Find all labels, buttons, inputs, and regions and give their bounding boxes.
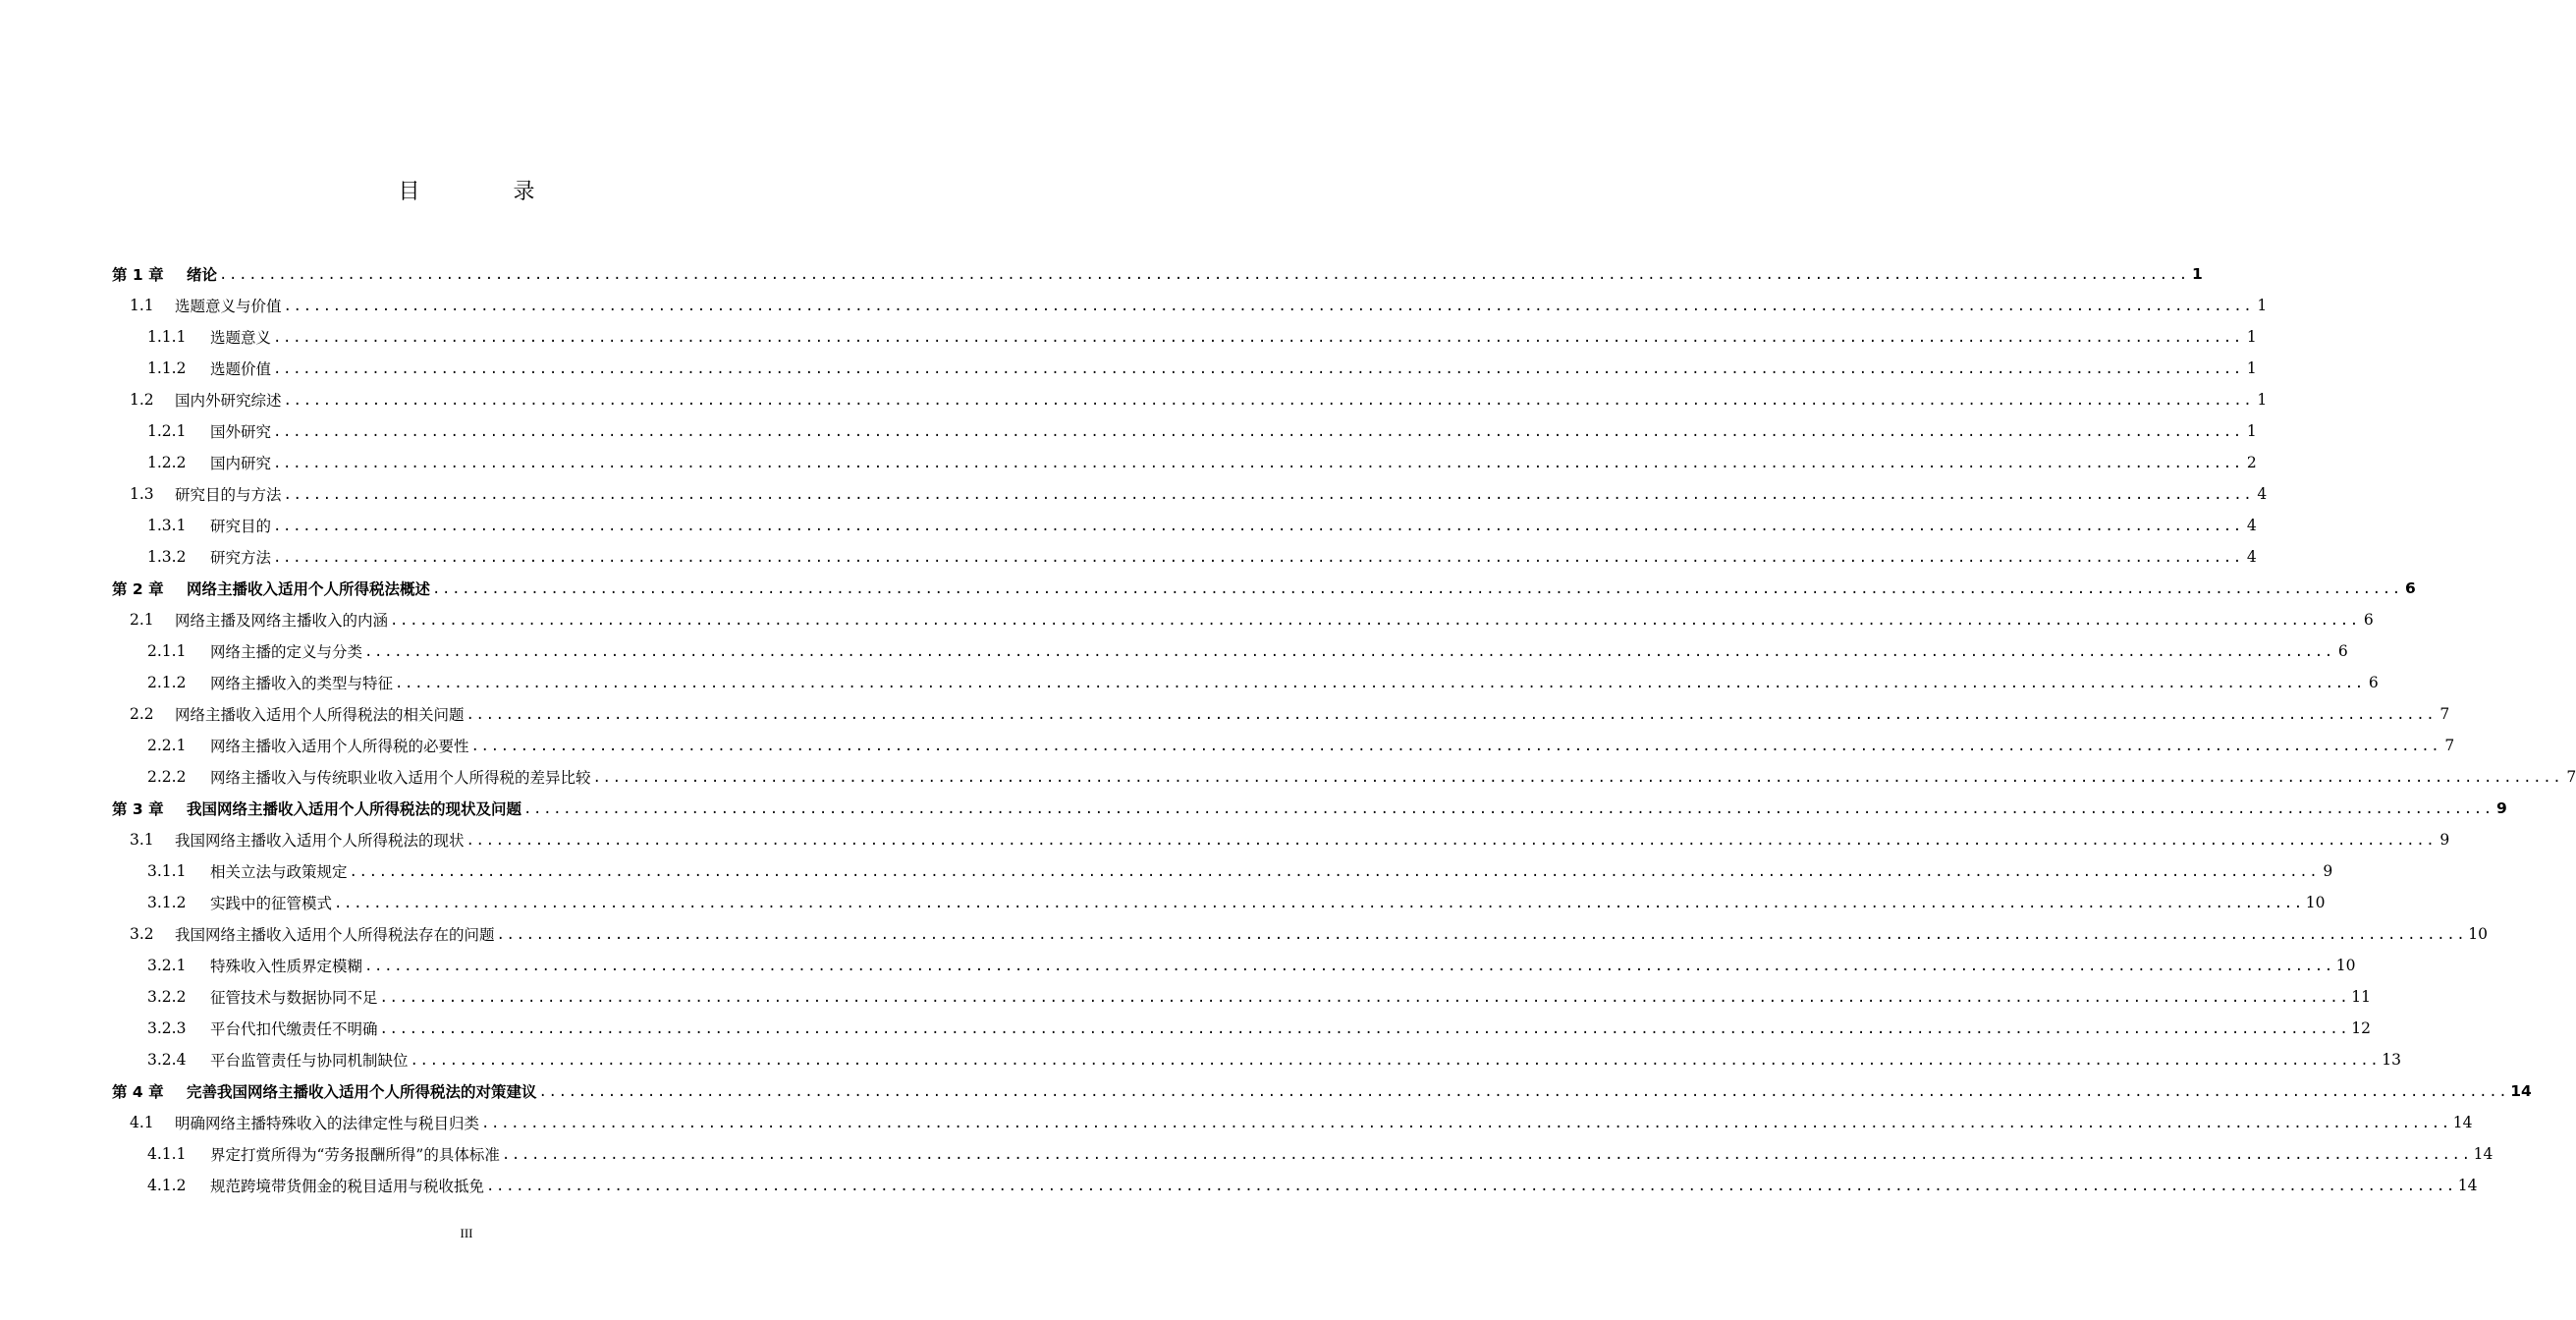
toc-entry[interactable] [112, 1107, 2473, 1138]
toc-entry[interactable] [112, 573, 2416, 604]
toc-entry-title: 相关立法与政策规定 [210, 863, 348, 881]
toc-entry-number: 1.1.1 [147, 328, 187, 346]
toc-entry-title: 我国网络主播收入适用个人所得税法存在的问题 [175, 926, 495, 944]
toc-entry-title: 国外研究 [210, 423, 272, 441]
toc-entry[interactable] [112, 447, 2257, 478]
toc-entry[interactable] [112, 824, 2450, 855]
toc-entry-number: 3.1 [130, 831, 154, 849]
toc-entry[interactable] [112, 698, 2450, 730]
toc-dot-leader: ........................................................................................................................................................................................................ [273, 330, 2243, 346]
toc-entry-title: 我国网络主播收入适用个人所得税法的现状及问题 [187, 800, 522, 818]
toc-dot-leader: ........................................................................................................................................................................................................ [538, 1084, 2509, 1100]
toc-entry-page-number: 14 [2452, 1114, 2473, 1131]
toc-entry-page-number: 10 [2468, 925, 2488, 943]
table-of-contents [112, 258, 2576, 1201]
toc-entry-title: 选题意义 [210, 329, 272, 347]
toc-entry-number: 第 3 章 [112, 800, 164, 818]
toc-dot-leader: ........................................................................................................................................................................................................ [283, 487, 2254, 503]
toc-dot-leader: ........................................................................................................................................................................................................ [486, 1179, 2456, 1194]
toc-entry-page-number: 1 [2246, 359, 2257, 377]
toc-entry-number: 1.2.2 [147, 454, 187, 471]
toc-entry-page-number: 4 [2246, 517, 2257, 534]
toc-entry-number: 4.1 [130, 1114, 154, 1131]
page-number: III [460, 1226, 473, 1240]
toc-entry-number: 第 4 章 [112, 1083, 164, 1101]
toc-entry-page-number: 10 [2335, 957, 2356, 974]
toc-entry-title: 明确网络主播特殊收入的法律定性与税目归类 [175, 1115, 480, 1132]
toc-entry-page-number: 14 [2457, 1177, 2478, 1194]
toc-entry[interactable] [112, 730, 2455, 761]
toc-entry-number: 第 2 章 [112, 580, 164, 598]
toc-entry[interactable] [112, 1138, 2494, 1170]
toc-entry-number: 1.3.2 [147, 548, 187, 566]
toc-entry-number: 4.1.1 [147, 1145, 187, 1163]
toc-entry[interactable] [112, 761, 2576, 793]
toc-dot-leader: ........................................................................................................................................................................................................ [390, 613, 2360, 629]
toc-entry[interactable] [112, 415, 2257, 447]
toc-entry-page-number: 6 [2363, 611, 2374, 629]
toc-entry-page-number: 13 [2382, 1051, 2401, 1069]
toc-dot-leader: ........................................................................................................................................................................................................ [273, 361, 2243, 377]
toc-entry-page-number: 7 [2439, 705, 2450, 723]
toc-entry-page-number: 11 [2351, 988, 2371, 1006]
toc-entry[interactable] [112, 887, 2326, 918]
toc-entry-number: 1.2 [130, 391, 154, 409]
toc-entry-number: 3.2 [130, 925, 154, 943]
toc-dot-leader: ........................................................................................................................................................................................................ [466, 707, 2437, 723]
toc-entry-number: 4.1.2 [147, 1177, 187, 1194]
toc-entry-number: 2.1.1 [147, 642, 187, 660]
toc-entry[interactable] [112, 258, 2203, 290]
toc-entry-page-number: 9 [2323, 862, 2333, 880]
toc-dot-leader: ........................................................................................................................................................................................................ [395, 676, 2365, 691]
toc-entry-title: 特殊收入性质界定模糊 [210, 958, 363, 975]
toc-dot-leader: ........................................................................................................................................................................................................ [496, 927, 2467, 943]
toc-entry-title: 规范跨境带货佣金的税目适用与税收抵免 [210, 1178, 485, 1195]
toc-entry-page-number: 7 [2566, 768, 2576, 786]
toc-entry[interactable] [112, 510, 2257, 541]
toc-entry-number: 3.1.1 [147, 862, 187, 880]
toc-dot-leader: ........................................................................................................................................................................................................ [432, 581, 2402, 597]
toc-entry-title: 国内外研究综述 [175, 392, 282, 410]
toc-entry-title: 网络主播收入适用个人所得税法概述 [187, 580, 431, 598]
toc-entry[interactable] [112, 950, 2356, 981]
toc-dot-leader: ........................................................................................................................................................................................................ [273, 550, 2243, 566]
toc-dot-leader: ........................................................................................................................................................................................................ [273, 424, 2243, 440]
toc-entry[interactable] [112, 1170, 2478, 1201]
toc-dot-leader: ........................................................................................................................................................................................................ [364, 644, 2334, 660]
toc-entry-title: 选题意义与价值 [175, 298, 282, 315]
toc-entry-title: 征管技术与数据协同不足 [210, 989, 378, 1007]
toc-entry-number: 2.2 [130, 705, 154, 723]
toc-dot-leader: ........................................................................................................................................................................................................ [283, 393, 2254, 409]
toc-entry-title: 网络主播收入适用个人所得税法的相关问题 [175, 706, 465, 724]
toc-entry[interactable] [112, 604, 2374, 635]
toc-entry-page-number: 1 [2191, 265, 2203, 283]
toc-entry-title: 研究方法 [210, 549, 272, 567]
toc-entry-page-number: 6 [2337, 642, 2348, 660]
toc-dot-leader: ........................................................................................................................................................................................................ [410, 1053, 2381, 1069]
toc-title: 目 录 [398, 180, 578, 204]
toc-entry-title: 绪论 [187, 266, 218, 284]
toc-entry-title: 研究目的与方法 [175, 486, 282, 504]
toc-entry-page-number: 14 [2510, 1082, 2532, 1100]
toc-dot-leader: ........................................................................................................................................................................................................ [273, 456, 2243, 471]
toc-entry-number: 第 1 章 [112, 266, 164, 284]
toc-entry[interactable] [112, 1044, 2401, 1075]
toc-entry-page-number: 4 [2246, 548, 2257, 566]
toc-dot-leader: ........................................................................................................................................................................................................ [379, 990, 2350, 1006]
toc-entry-page-number: 9 [2439, 831, 2450, 849]
toc-entry-number: 3.2.4 [147, 1051, 187, 1069]
toc-entry-page-number: 4 [2257, 485, 2268, 503]
toc-dot-leader: ........................................................................................................................................................................................................ [219, 267, 2189, 283]
toc-entry-page-number: 9 [2495, 799, 2507, 817]
toc-entry-title: 界定打赏所得为“劳务报酬所得”的具体标准 [210, 1146, 500, 1164]
toc-dot-leader: ........................................................................................................................................................................................................ [364, 959, 2334, 974]
toc-entry[interactable] [112, 667, 2379, 698]
toc-dot-leader: ........................................................................................................................................................................................................ [501, 1147, 2472, 1163]
toc-entry-title: 实践中的征管模式 [210, 895, 333, 912]
toc-entry-title: 选题价值 [210, 360, 272, 378]
toc-entry[interactable] [112, 321, 2257, 353]
toc-entry-number: 1.2.1 [147, 422, 187, 440]
toc-dot-leader: ........................................................................................................................................................................................................ [334, 896, 2304, 911]
toc-entry[interactable] [112, 1075, 2532, 1107]
toc-entry-number: 2.2.1 [147, 737, 187, 754]
toc-entry[interactable] [112, 1013, 2371, 1044]
toc-entry-number: 3.2.3 [147, 1019, 187, 1037]
toc-entry-title: 研究目的 [210, 518, 272, 535]
toc-entry[interactable] [112, 541, 2257, 573]
toc-entry[interactable] [112, 384, 2268, 415]
toc-entry-page-number: 12 [2351, 1019, 2371, 1037]
toc-entry-title: 网络主播收入与传统职业收入适用个人所得税的差异比较 [210, 769, 591, 787]
toc-entry-title: 国内研究 [210, 455, 272, 472]
toc-entry-number: 2.1.2 [147, 674, 187, 691]
toc-dot-leader: ........................................................................................................................................................................................................ [349, 864, 2320, 880]
toc-entry-title: 网络主播及网络主播收入的内涵 [175, 612, 389, 630]
toc-entry-number: 2.1 [130, 611, 154, 629]
toc-entry-number: 3.2.1 [147, 957, 187, 974]
toc-entry[interactable] [112, 635, 2348, 667]
toc-entry-title: 平台监管责任与协同机制缺位 [210, 1052, 409, 1070]
toc-entry-page-number: 1 [2246, 328, 2257, 346]
toc-entry-page-number: 7 [2444, 737, 2455, 754]
toc-entry-page-number: 10 [2305, 894, 2326, 911]
toc-entry[interactable] [112, 793, 2507, 824]
toc-entry-number: 3.1.2 [147, 894, 187, 911]
toc-entry-number: 1.3.1 [147, 517, 187, 534]
toc-entry-number: 1.1 [130, 297, 154, 314]
toc-entry-page-number: 6 [2404, 579, 2416, 597]
toc-entry-title: 我国网络主播收入适用个人所得税法的现状 [175, 832, 465, 850]
toc-entry-title: 网络主播收入的类型与特征 [210, 675, 394, 692]
toc-entry[interactable] [112, 981, 2371, 1013]
toc-entry-title: 网络主播收入适用个人所得税的必要性 [210, 738, 469, 755]
toc-entry-page-number: 1 [2246, 422, 2257, 440]
toc-entry[interactable] [112, 478, 2268, 510]
toc-entry-page-number: 2 [2246, 454, 2257, 471]
toc-entry-page-number: 6 [2368, 674, 2379, 691]
toc-entry-title: 完善我国网络主播收入适用个人所得税法的对策建议 [187, 1083, 537, 1101]
toc-entry-number: 1.3 [130, 485, 154, 503]
toc-entry-title: 网络主播的定义与分类 [210, 643, 363, 661]
toc-dot-leader: ........................................................................................................................................................................................................ [523, 801, 2494, 817]
toc-entry-number: 1.1.2 [147, 359, 187, 377]
toc-dot-leader: ........................................................................................................................................................................................................ [273, 519, 2243, 534]
toc-dot-leader: ........................................................................................................................................................................................................ [481, 1116, 2451, 1131]
toc-dot-leader: ........................................................................................................................................................................................................ [592, 770, 2563, 786]
toc-entry-page-number: 14 [2473, 1145, 2494, 1163]
toc-entry-page-number: 1 [2257, 297, 2268, 314]
toc-entry[interactable] [112, 353, 2257, 384]
toc-entry-title: 平台代扣代缴责任不明确 [210, 1020, 378, 1038]
toc-dot-leader: ........................................................................................................................................................................................................ [379, 1021, 2350, 1037]
toc-dot-leader: ........................................................................................................................................................................................................ [470, 739, 2441, 754]
toc-entry[interactable] [112, 918, 2488, 950]
toc-dot-leader: ........................................................................................................................................................................................................ [466, 833, 2437, 849]
toc-entry[interactable] [112, 290, 2268, 321]
toc-entry[interactable] [112, 855, 2333, 887]
toc-entry-number: 2.2.2 [147, 768, 187, 786]
toc-entry-number: 3.2.2 [147, 988, 187, 1006]
toc-entry-page-number: 1 [2257, 391, 2268, 409]
toc-dot-leader: ........................................................................................................................................................................................................ [283, 299, 2254, 314]
